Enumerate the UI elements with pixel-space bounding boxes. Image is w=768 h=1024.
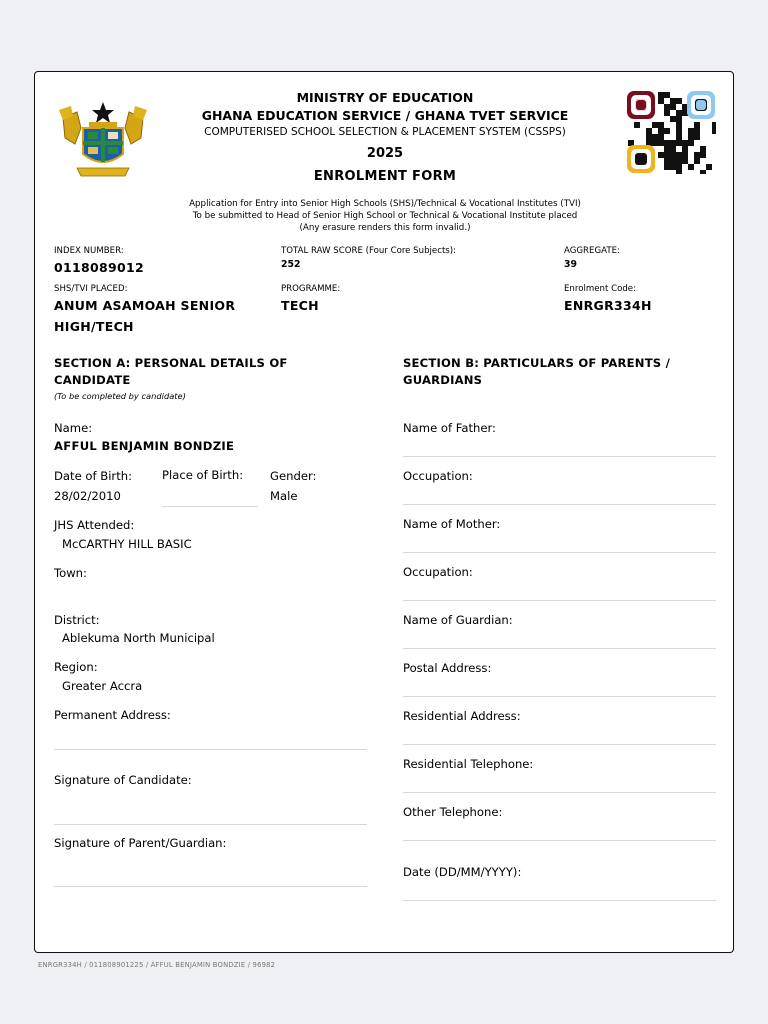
placed-school-value: [54, 295, 235, 337]
mother-occupation-label: Occupation:: [403, 565, 473, 579]
aggregate-label: AGGREGATE:: [564, 246, 620, 256]
region-label: Region:: [54, 660, 98, 674]
gender-label: Gender:: [270, 469, 317, 483]
region-value: Greater Accra: [62, 679, 143, 693]
field-line: [403, 840, 716, 841]
form-title: ENROLMENT FORM: [313, 169, 457, 184]
dob-label: Date of Birth:: [54, 469, 132, 483]
instruction-line: Application for Entry into Senior High Schools (SHS)/Technical & Vocational Institutes (TVI): [189, 199, 581, 209]
raw-score-value: 252: [281, 259, 301, 270]
enrolment-code-value: ENRGR334H: [564, 298, 652, 313]
index-number-value: 0118089012: [54, 260, 144, 275]
pob-label: Place of Birth:: [162, 468, 244, 482]
programme-label: PROGRAMME:: [281, 284, 341, 294]
index-number-label: INDEX NUMBER:: [54, 246, 124, 256]
instruction-line: (Any erasure renders this form invalid.): [299, 223, 471, 233]
section-a-title: [54, 355, 354, 389]
permanent-address-label: Permanent Address:: [54, 708, 171, 722]
district-label: District:: [54, 613, 100, 627]
qr-code-icon: [626, 90, 716, 174]
programme-value: TECH: [281, 298, 319, 313]
form-year: 2025: [366, 146, 404, 161]
field-line: [403, 504, 716, 505]
section-a-title-line: CANDIDATE: [54, 373, 131, 387]
placed-school-line: ANUM ASAMOAH SENIOR: [54, 298, 236, 313]
section-a-title-line: SECTION A: PERSONAL DETAILS OF: [54, 356, 288, 370]
town-label: Town:: [54, 566, 87, 580]
form-instructions: [135, 198, 635, 234]
field-line: [403, 456, 716, 457]
footer-reference: ENRGR334H / 011808901225 / AFFUL BENJAMIN BONDZIE / 96982: [38, 961, 276, 969]
field-line: [403, 648, 716, 649]
field-line: [403, 552, 716, 553]
district-value: Ablekuma North Municipal: [62, 631, 215, 645]
jhs-label: JHS Attended:: [54, 518, 135, 532]
field-line: [403, 900, 716, 901]
father-occupation-label: Occupation:: [403, 469, 473, 483]
field-line: [403, 600, 716, 601]
ministry-title: MINISTRY OF EDUCATION: [296, 90, 474, 105]
section-b-title-line: SECTION B: PARTICULARS OF PARENTS /: [403, 356, 671, 370]
enrolment-code-label: Enrolment Code:: [564, 284, 636, 294]
mother-name-label: Name of Mother:: [403, 517, 501, 531]
field-line: [403, 696, 716, 697]
father-name-label: Name of Father:: [403, 421, 496, 435]
jhs-value: McCARTHY HILL BASIC: [62, 537, 192, 551]
name-label: Name:: [54, 421, 93, 435]
placed-school-label: SHS/TVI PLACED:: [54, 284, 128, 294]
enrolment-form: [34, 71, 734, 953]
instruction-line: To be submitted to Head of Senior High School or Technical & Vocational Institute placed: [192, 211, 578, 221]
gender-value: Male: [270, 489, 298, 503]
field-line: [403, 792, 716, 793]
placed-school-line: HIGH/TECH: [54, 319, 134, 334]
date-label: Date (DD/MM/YYYY):: [403, 865, 522, 879]
other-telephone-label: Other Telephone:: [403, 805, 503, 819]
system-title: COMPUTERISED SCHOOL SELECTION & PLACEMENT SYSTEM (CSSPS): [204, 126, 566, 138]
ghana-coat-of-arms-icon: [55, 98, 151, 178]
name-value: AFFUL BENJAMIN BONDZIE: [54, 439, 235, 453]
dob-value: 28/02/2010: [54, 489, 121, 503]
signature-parent-label: Signature of Parent/Guardian:: [54, 836, 227, 850]
guardian-name-label: Name of Guardian:: [403, 613, 513, 627]
section-a-note: (To be completed by candidate): [54, 391, 186, 401]
pob-line: [162, 506, 258, 507]
aggregate-value: 39: [564, 259, 577, 270]
service-title: GHANA EDUCATION SERVICE / GHANA TVET SERVICE: [201, 108, 569, 123]
signature-candidate-line: [54, 824, 367, 825]
section-b-title-line: GUARDIANS: [403, 373, 483, 387]
signature-candidate-label: Signature of Candidate:: [54, 773, 192, 787]
residential-telephone-label: Residential Telephone:: [403, 757, 534, 771]
signature-parent-line: [54, 886, 367, 887]
postal-address-label: Postal Address:: [403, 661, 492, 675]
permanent-address-line: [54, 749, 367, 750]
raw-score-label: TOTAL RAW SCORE (Four Core Subjects):: [281, 246, 457, 256]
residential-address-label: Residential Address:: [403, 709, 521, 723]
field-line: [403, 744, 716, 745]
section-b-title: [403, 355, 723, 389]
